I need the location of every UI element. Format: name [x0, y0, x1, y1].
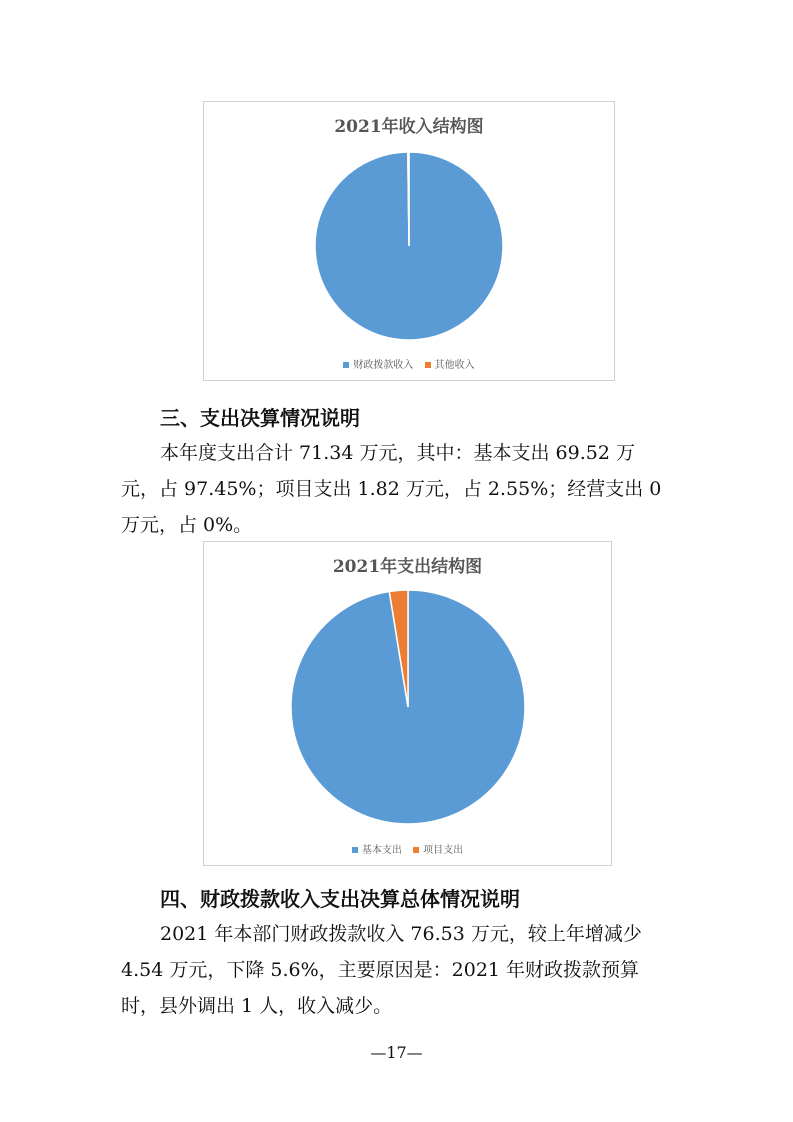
- income-chart: [203, 101, 615, 381]
- legend-item-fiscal-income: [343, 356, 413, 371]
- legend-label: 财政拨款收入: [353, 360, 414, 371]
- section-3-line-1: 本年度支出合计 71.34 万元，其中：基本支出 69.52 万: [160, 442, 635, 464]
- page-number: —17—: [370, 1043, 423, 1062]
- expenditure-pie: [204, 542, 611, 865]
- income-legend: [204, 356, 614, 371]
- expenditure-chart: [203, 541, 612, 866]
- section-4-line-3: 时，县外调出 1 人，收入减少。: [121, 995, 393, 1017]
- legend-item-other-income: [425, 356, 475, 371]
- legend-swatch: [425, 362, 431, 368]
- section-3-line-3: 万元，占 0%。: [121, 514, 253, 536]
- legend-item-basic-expense: [352, 841, 402, 856]
- income-pie: [204, 102, 614, 380]
- legend-label: 基本支出: [361, 845, 402, 856]
- legend-swatch: [413, 847, 419, 853]
- section-3-line-2: 元，占 97.45%；项目支出 1.82 万元，占 2.55%；经营支出 0: [121, 478, 662, 500]
- legend-swatch: [343, 362, 349, 368]
- legend-label: 项目支出: [423, 845, 464, 856]
- section-4-line-1: 2021 年本部门财政拨款收入 76.53 万元，较上年增减少: [160, 923, 642, 945]
- expenditure-legend: [204, 841, 611, 856]
- legend-label: 其他收入: [434, 360, 475, 371]
- section-4-heading: 四、财政拨款收入支出决算总体情况说明: [160, 887, 520, 911]
- legend-swatch: [352, 847, 358, 853]
- legend-item-project-expense: [413, 841, 463, 856]
- section-4-line-2: 4.54 万元，下降 5.6%，主要原因是：2021 年财政拨款预算: [121, 959, 640, 981]
- section-3-heading: 三、支出决算情况说明: [160, 406, 360, 430]
- expenditure-chart-title: 2021年支出结构图: [332, 557, 483, 577]
- income-chart-title: 2021年收入结构图: [334, 117, 484, 137]
